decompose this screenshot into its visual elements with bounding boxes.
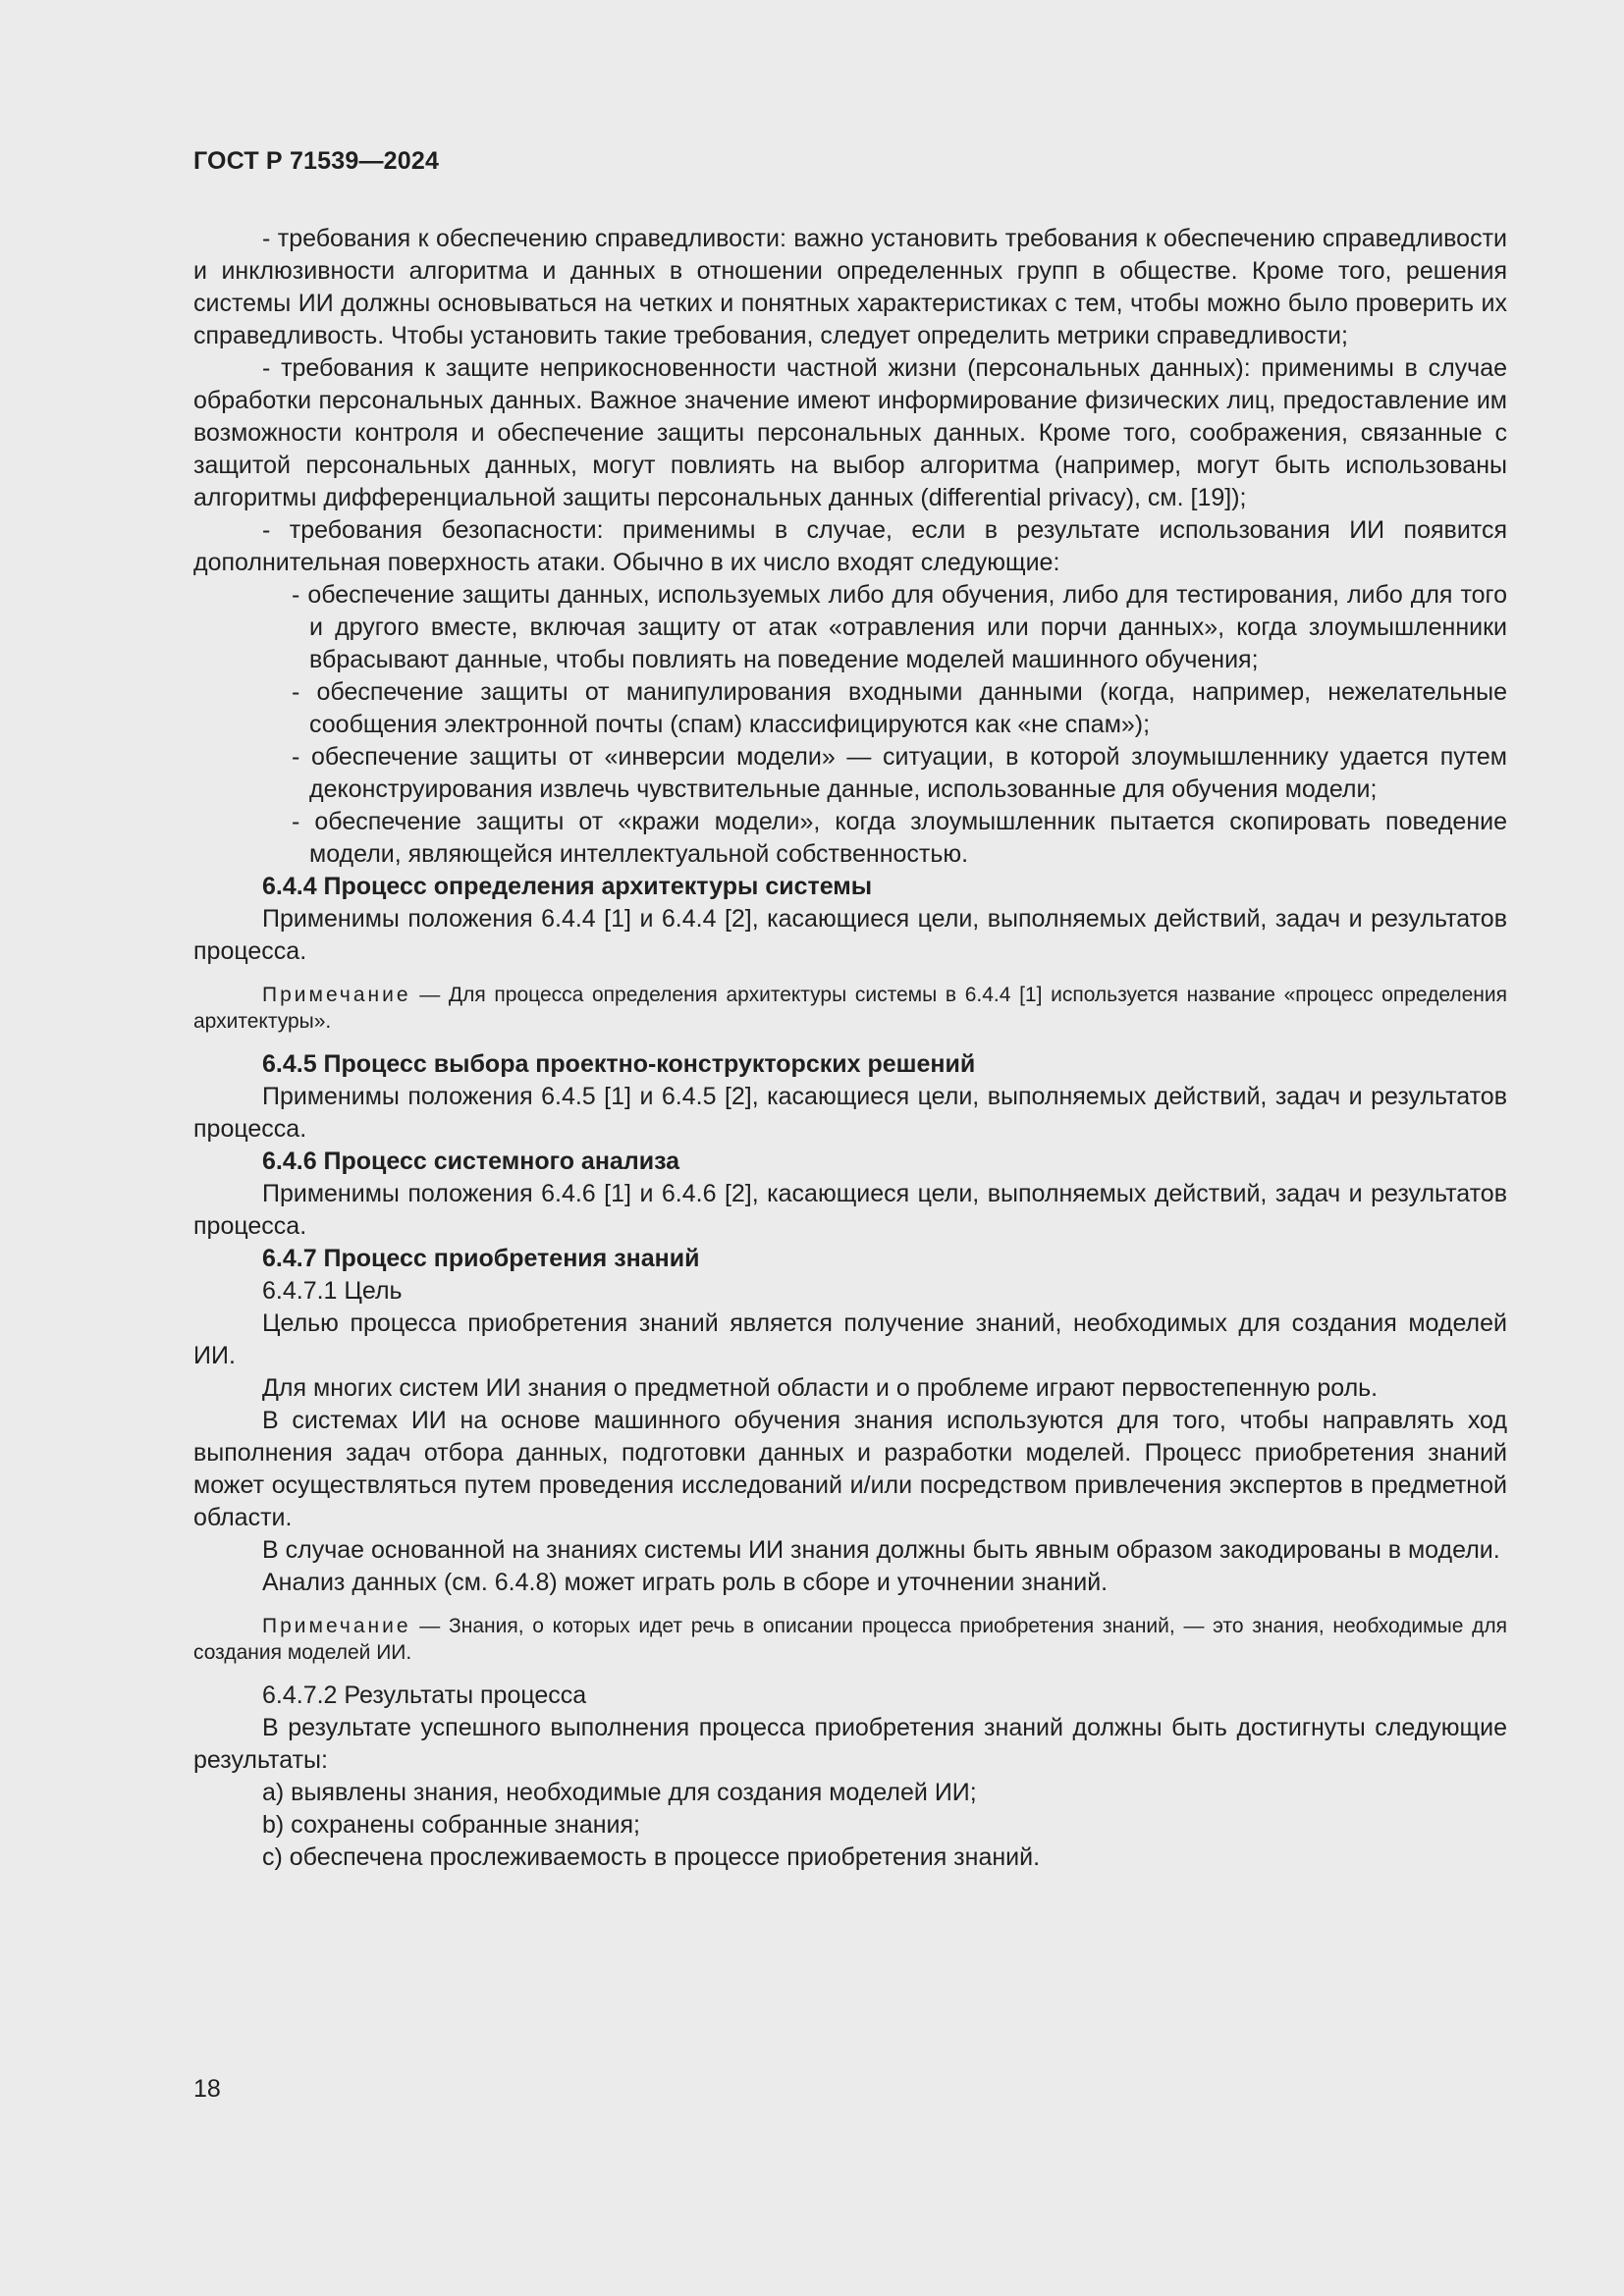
body-paragraph: Целью процесса приобретения знаний является получение знаний, необходимых для создания моделей ИИ. — [193, 1309, 1507, 1369]
body-paragraph: В результате успешного выполнения процесса приобретения знаний должны быть достигнуты следующие результаты: — [193, 1714, 1507, 1774]
section-heading: 6.4.6 Процесс системного анализа — [262, 1148, 680, 1175]
body-paragraph: a) выявлены знания, необходимые для создания моделей ИИ; — [262, 1779, 977, 1806]
note-paragraph — [193, 1613, 1507, 1666]
body-paragraph: Анализ данных (см. 6.4.8) может играть роль в сборе и уточнении знаний. — [262, 1569, 1109, 1596]
document-id-header: ГОСТ Р 71539—2024 — [193, 147, 440, 175]
note-label: Примечание — [262, 984, 411, 1006]
body-paragraph: В случае основанной на знаниях системы ИИ знания должны быть явным образом закодированы в модели. — [262, 1536, 1500, 1564]
section-heading: 6.4.4 Процесс определения архитектуры системы — [262, 873, 873, 900]
body-paragraph: c) обеспечена прослеживаемость в процессе приобретения знаний. — [262, 1843, 1041, 1871]
body-paragraph: Применимы положения 6.4.4 [1] и 6.4.4 [2], касающиеся цели, выполняемых действий, задач и результатов процесса. — [193, 905, 1507, 965]
note-label: Примечание — [262, 1615, 411, 1637]
note-paragraph — [193, 982, 1507, 1035]
body-paragraph: В системах ИИ на основе машинного обучения знания используются для того, чтобы направлять ход выполнения задач отбора данных, подготовки данных и разработки моделей. Процесс приобретения знаний может осуществляться путем проведения исследований и/или посредством привлечения экспертов в предметной области. — [193, 1407, 1507, 1531]
list-item: - обеспечение защиты от «инверсии модели» — ситуации, в которой злоумышленнику удается путем деконструирования извлечь чувствительные данные, использованные для обучения модели; — [292, 743, 1507, 803]
body-paragraph: 6.4.7.2 Результаты процесса — [262, 1682, 587, 1709]
body-paragraph: Применимы положения 6.4.6 [1] и 6.4.6 [2], касающиеся цели, выполняемых действий, задач и результатов процесса. — [193, 1180, 1507, 1240]
note-text: — Для процесса определения архитектуры системы в 6.4.4 [1] используется название «процесс определения архитектуры». — [193, 984, 1507, 1033]
list-item: - обеспечение защиты от «кражи модели», когда злоумышленник пытается скопировать поведение модели, являющейся интеллектуальной собственностью. — [292, 808, 1507, 868]
body-paragraph: - требования к обеспечению справедливости: важно установить требования к обеспечению справедливости и инклюзивности алгоритма и данных в отношении определенных групп в обществе. Кроме того, решения системы ИИ должны основываться на четких и понятных характеристиках с тем, чтобы можно было проверить их справедливость. Чтобы установить такие требования, следует определить метрики справедливости; — [193, 225, 1507, 349]
list-item: - обеспечение защиты от манипулирования входными данными (когда, например, нежелательные сообщения электронной почты (спам) классифицируются как «не спам»); — [292, 678, 1507, 738]
body-paragraph: 6.4.7.1 Цель — [262, 1277, 403, 1305]
note-text: — Знания, о которых идет речь в описании процесса приобретения знаний, — это знания, необходимые для создания моделей ИИ. — [193, 1615, 1507, 1664]
list-item: - обеспечение защиты данных, используемых либо для обучения, либо для тестирования, либо для того и другого вместе, включая защиту от атак «отравления или порчи данных», когда злоумышленники вбрасывают данные, чтобы повлиять на поведение моделей машинного обучения; — [292, 581, 1507, 673]
section-heading: 6.4.7 Процесс приобретения знаний — [262, 1245, 700, 1272]
section-heading: 6.4.5 Процесс выбора проектно-конструкторских решений — [262, 1050, 976, 1078]
page-body — [193, 223, 1507, 1874]
body-paragraph: - требования к защите неприкосновенности частной жизни (персональных данных): применимы в случае обработки персональных данных. Важное значение имеют информирование физических лиц, предоставление им возможности контроля и обеспечение защиты персональных данных. Кроме того, соображения, связанные с защитой персональных данных, могут повлиять на выбор алгоритма (например, могут быть использованы алгоритмы дифференциальной защиты персональных данных (differential privacy), см. [19]); — [193, 354, 1507, 511]
body-paragraph: Применимы положения 6.4.5 [1] и 6.4.5 [2], касающиеся цели, выполняемых действий, задач и результатов процесса. — [193, 1083, 1507, 1143]
body-paragraph: b) сохранены собранные знания; — [262, 1811, 640, 1839]
body-paragraph: Для многих систем ИИ знания о предметной области и о проблеме играют первостепенную роль. — [262, 1374, 1379, 1402]
page-number: 18 — [193, 2075, 221, 2103]
body-paragraph: - требования безопасности: применимы в случае, если в результате использования ИИ появится дополнительная поверхность атаки. Обычно в их число входят следующие: — [193, 516, 1507, 576]
